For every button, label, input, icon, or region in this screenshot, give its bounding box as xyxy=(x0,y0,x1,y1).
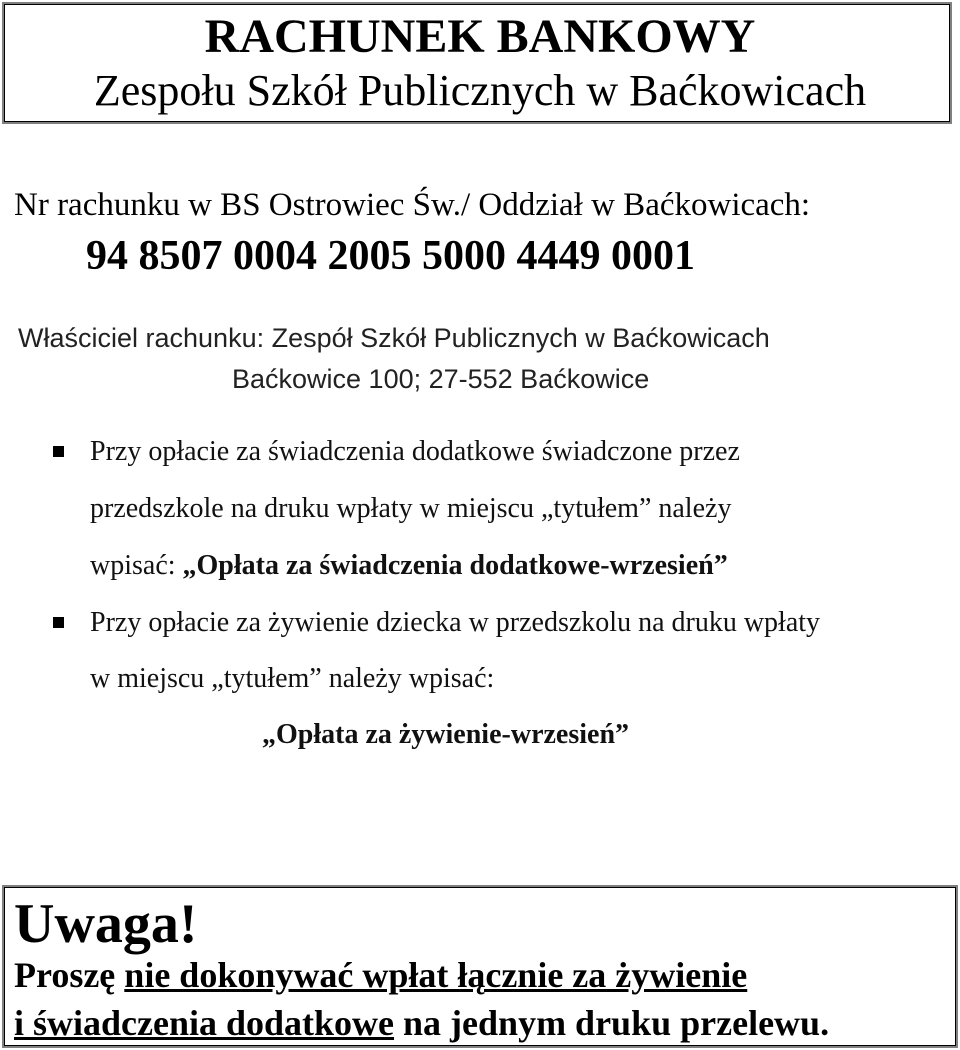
warning-title: Uwaga! xyxy=(14,893,198,955)
warning-line2-b: na jednym druku przelewu. xyxy=(394,1003,830,1043)
warning-line1-a: Proszę xyxy=(14,955,125,995)
bullet1-title-value: „Opłata za świadczenia dodatkowe-wrzesień” xyxy=(182,550,728,581)
warning-line1 xyxy=(14,953,747,997)
bullet1-line2: przedszkole na druku wpłaty w miejscu „tytułem” należy xyxy=(90,493,732,524)
account-number: 94 8507 0004 2005 5000 4449 0001 xyxy=(86,233,695,279)
account-label: Nr rachunku w BS Ostrowiec Św./ Oddział w Baćkowicach: xyxy=(14,187,811,223)
warning-line1-b: nie dokonywać wpłat łącznie za żywienie xyxy=(124,955,748,995)
bullet1-line3-prefix: wpisać: xyxy=(90,550,183,581)
owner-line: Właściciel rachunku: Zespół Szkół Publicznych w Baćkowicach xyxy=(18,323,770,353)
bullet2-line2: w miejscu „tytułem” należy wpisać: xyxy=(90,663,495,694)
bullet1-line1: Przy opłacie za świadczenia dodatkowe świadczone przez xyxy=(90,436,740,467)
owner-address: Baćkowice 100; 27-552 Baćkowice xyxy=(232,364,650,394)
bullet2-title-value: „Opłata za żywienie-wrzesień” xyxy=(262,719,630,750)
bullet2-line1: Przy opłacie za żywienie dziecka w przedszkolu na druku wpłaty xyxy=(90,607,821,638)
bullet1-line3 xyxy=(90,547,728,585)
page-title: RACHUNEK BANKOWY xyxy=(204,10,756,63)
warning-line2 xyxy=(14,1001,829,1045)
warning-line2-a: i świadczenia dodatkowe xyxy=(14,1003,395,1043)
bullet-square-icon xyxy=(53,617,64,628)
bullet-square-icon xyxy=(53,446,64,457)
page-subtitle: Zespołu Szkół Publicznych w Baćkowicach xyxy=(93,66,867,115)
